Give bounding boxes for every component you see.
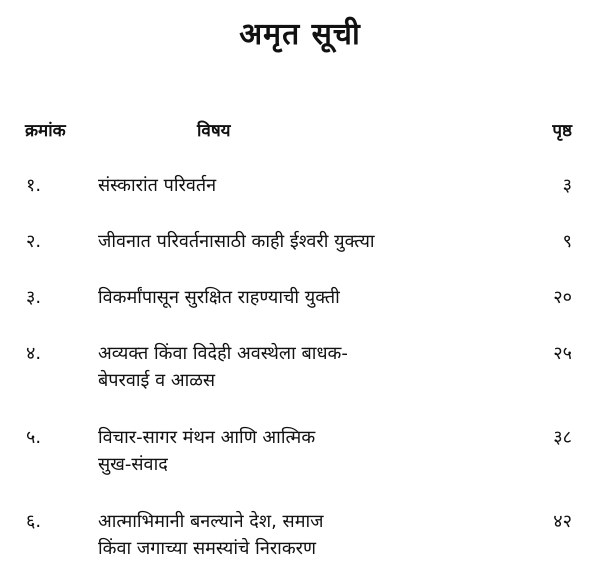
header-page: पृष्ठ — [552, 121, 572, 141]
row-page: २५ — [553, 343, 572, 364]
row-number: ४. — [26, 343, 42, 364]
row-page: ३ — [562, 175, 572, 196]
row-number: ६. — [26, 511, 42, 532]
row-number: १. — [26, 175, 42, 196]
row-subject-line-1: आत्माभिमानी बनल्याने देश, समाज — [98, 511, 324, 532]
row-number: ३. — [26, 287, 42, 308]
row-number: ५. — [26, 427, 42, 448]
page-title: अमृत सूची — [239, 17, 361, 52]
row-subject-line-1: विचार-सागर मंथन आणि आत्मिक — [98, 427, 316, 448]
row-subject-line-2: बेपरवाई व आळस — [98, 370, 216, 391]
row-subject: संस्कारांत परिवर्तन — [98, 175, 217, 196]
row-subject-line-2: सुख-संवाद — [98, 454, 168, 475]
row-page: २० — [553, 287, 572, 308]
row-page: ९ — [562, 231, 572, 252]
row-subject-line-2: किंवा जगाच्या समस्यांचे निराकरण — [98, 538, 317, 559]
contents-header — [0, 118, 600, 144]
row-subject: विकर्मांपासून सुरक्षित राहण्याची युक्ती — [98, 287, 340, 308]
row-page: ४२ — [553, 511, 572, 532]
row-subject: जीवनात परिवर्तनासाठी काही ईश्वरी युक्त्या — [98, 231, 375, 252]
row-subject — [98, 340, 508, 394]
row-subject — [98, 508, 508, 562]
header-subject: विषय — [197, 121, 231, 141]
row-subject-line-1: अव्यक्त किंवा विदेही अवस्थेला बाधक- — [98, 343, 348, 364]
header-number: क्रमांक — [25, 121, 66, 141]
row-subject — [98, 424, 508, 478]
row-page: ३८ — [553, 427, 572, 448]
row-number: २. — [26, 231, 42, 252]
